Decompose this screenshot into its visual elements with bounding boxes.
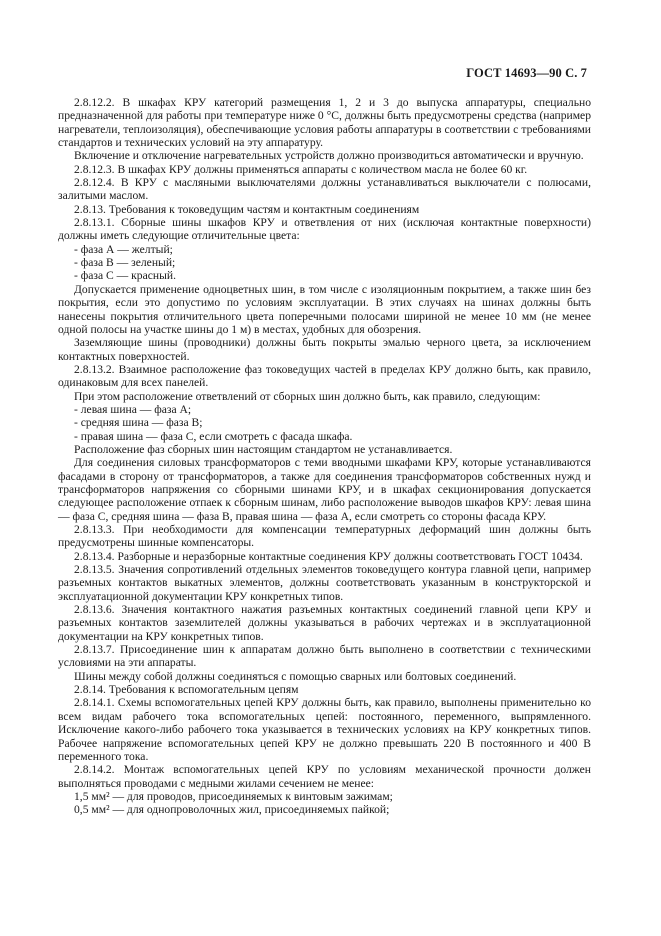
section-heading: 2.8.13. Требования к токоведущим частям и контактным соединениям (74, 202, 420, 216)
paragraph: Шины между собой должны соединяться с помощью сварных или болтовых соединений. (74, 669, 517, 683)
paragraph: 0,5 мм² — для однопроволочных жил, присоединяемых пайкой; (74, 803, 390, 817)
paragraph: Для соединения силовых трансформаторов с теми вводными шкафами КРУ, которые устанавливаются фасадами в сторону от трансформаторов, а также для соединения трансформаторов собственных нужд и трансформаторов напряжения со сборными шинами КРУ, и в шкафах секционирования допускается следующее расположение отпаек к сборным шинам, либо расположение выводов шкафов КРУ: левая шина — фаза С, средняя шина — фаза В, правая шина — фаза А, если смотреть со стороны фасада КРУ. (58, 456, 591, 523)
list-item: - левая шина — фаза А; (74, 402, 192, 416)
paragraph: Допускается применение одноцветных шин, в том числе с изоляционным покрытием, а также шин без покрытия, если это допустимо по условиям эксплуатации. В этих случаях на шинах должны быть нанесены покрытия отличительного цвета поперечными полосами шириной не менее 10 мм (не менее одной полосы на участке шины до 1 м) в местах, удобных для обозрения. (58, 282, 591, 336)
paragraph: 2.8.14.2. Монтаж вспомогательных цепей КРУ по условиям механической прочности должен выполняться проводами с медными жилами сечением не менее: (58, 763, 591, 790)
paragraph: 2.8.12.4. В КРУ с масляными выключателями должны устанавливаться выключатели с полюсами, залитыми маслом. (58, 176, 591, 203)
paragraph: 2.8.13.4. Разборные и неразборные контактные соединения КРУ должны соответствовать ГОСТ 10434. (74, 549, 583, 563)
paragraph: Включение и отключение нагревательных устройств должно производиться автоматически и вручную. (74, 149, 584, 163)
paragraph: Заземляющие шины (проводники) должны быть покрыты эмалью черного цвета, за исключением контактных поверхностей. (58, 336, 591, 363)
list-item: - фаза А — желтый; (74, 242, 173, 256)
paragraph: 2.8.13.1. Сборные шины шкафов КРУ и ответвления от них (исключая контактные поверхности) должны иметь следующие отличительные цвета: (58, 216, 591, 243)
paragraph: 2.8.13.3. При необходимости для компенсации температурных деформаций шин должны быть предусмотрены шинные компенсаторы. (58, 523, 591, 550)
list-item: - средняя шина — фаза В; (74, 416, 203, 430)
list-item: - правая шина — фаза С, если смотреть с фасада шкафа. (74, 429, 353, 443)
list-item: - фаза С — красный. (74, 269, 176, 283)
section-heading: 2.8.14. Требования к вспомогательным цепям (74, 683, 299, 697)
paragraph: 2.8.13.2. Взаимное расположение фаз токоведущих частей в пределах КРУ должно быть, как правило, одинаковым для всех панелей. (58, 362, 591, 390)
list-item: - фаза В — зеленый; (74, 256, 176, 270)
paragraph: 2.8.13.5. Значения сопротивлений отдельных элементов токоведущего контура главной цепи, например разъемных контактов выкатных элементов, должны соответствовать указанным в конструкторской и эксплуатационной документации КРУ конкретных типов. (58, 563, 591, 603)
paragraph: 2.8.13.6. Значения контактного нажатия разъемных контактных соединений главной цепи КРУ и разъемных контактов заземлителей должны указываться в рабочих чертежах и в эксплуатационной документации на КРУ конкретных типов. (58, 603, 591, 643)
page-header: ГОСТ 14693—90 С. 7 (466, 66, 587, 80)
paragraph: 2.8.13.7. Присоединение шин к аппаратам должно быть выполнено в соответствии с техническими условиями на эти аппараты. (58, 643, 591, 670)
paragraph: 2.8.12.2. В шкафах КРУ категорий размещения 1, 2 и 3 до выпуска аппаратуры, специально предназначенной для работы при температуре ниже 0 °С, должны быть предусмотрены средства (например нагреватели, теплоизоляция), обеспечивающие условия работы аппаратуры в соответствии с требованиями стандартов и технических условий на эту аппаратуру. (58, 96, 591, 150)
paragraph: 1,5 мм² — для проводов, присоединяемых к винтовым зажимам; (74, 789, 393, 803)
paragraph: Расположение фаз сборных шин настоящим стандартом не устанавливается. (74, 442, 453, 456)
paragraph: При этом расположение ответвлений от сборных шин должно быть, как правило, следующим: (74, 389, 541, 403)
paragraph: 2.8.12.3. В шкафах КРУ должны применяться аппараты с количеством масла не более 60 кг. (74, 162, 528, 176)
paragraph: 2.8.14.1. Схемы вспомогательных цепей КРУ должны быть, как правило, выполнены применительно ко всем видам рабочего тока вспомогательных цепей: постоянного, переменного, выпрямленного. Исключение какого-либо рабочего тока указывается в технических условиях на КРУ конкретных типов. Рабочее напряжение вспомогательных цепей КРУ не должно превышать 220 В постоянного и 400 В переменного тока. (58, 696, 591, 763)
document-body (58, 96, 591, 817)
